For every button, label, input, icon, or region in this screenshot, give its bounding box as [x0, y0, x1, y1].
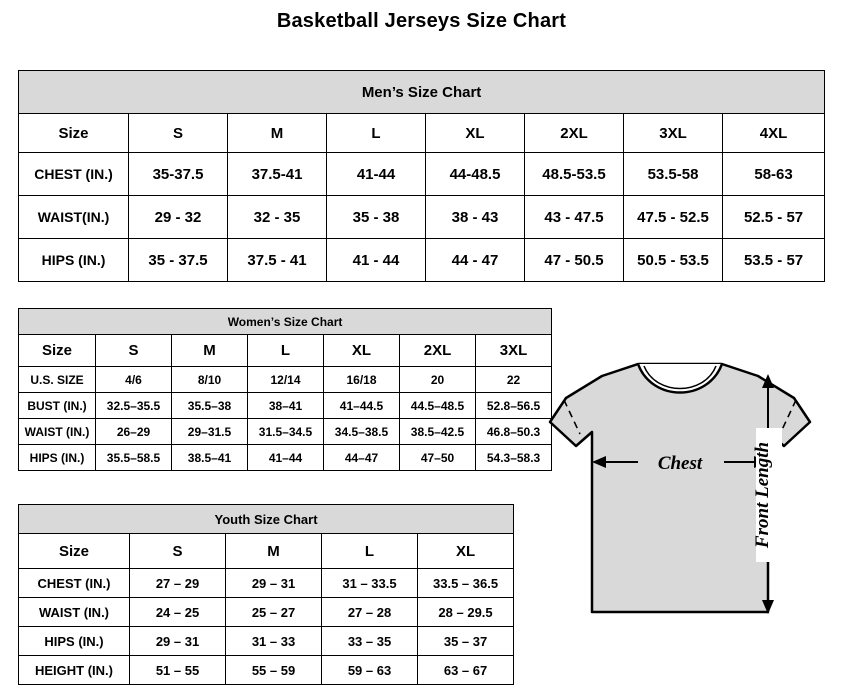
table-cell: 35 - 37.5: [129, 239, 228, 282]
table-cell: 4/6: [96, 367, 172, 393]
table-cell: 37.5-41: [228, 153, 327, 196]
chest-label: Chest: [657, 453, 703, 474]
table-row: [19, 153, 825, 196]
column-header: L: [322, 534, 418, 569]
table-cell: 52.8–56.5: [476, 393, 552, 419]
table-cell: 29–31.5: [172, 419, 248, 445]
column-header: 3XL: [476, 335, 552, 367]
womens-caption: Women’s Size Chart: [19, 309, 552, 335]
table-cell: 53.5-58: [624, 153, 723, 196]
column-header: 3XL: [624, 114, 723, 153]
jersey-measurement-diagram: [530, 350, 830, 680]
row-label: HIPS (IN.): [19, 239, 129, 282]
table-cell: 8/10: [172, 367, 248, 393]
column-header: L: [327, 114, 426, 153]
row-label: CHEST (IN.): [19, 569, 130, 598]
table-cell: 33.5 – 36.5: [418, 569, 514, 598]
table-cell: 41-44: [327, 153, 426, 196]
table-cell: 58-63: [723, 153, 825, 196]
table-header-row: [19, 114, 825, 153]
table-cell: 35-37.5: [129, 153, 228, 196]
table-row: [19, 393, 552, 419]
table-cell: 35 – 37: [418, 627, 514, 656]
table-cell: 38.5–42.5: [400, 419, 476, 445]
table-cell: 48.5-53.5: [525, 153, 624, 196]
row-label: WAIST (IN.): [19, 598, 130, 627]
row-label: BUST (IN.): [19, 393, 96, 419]
table-cell: 31.5–34.5: [248, 419, 324, 445]
row-label: U.S. SIZE: [19, 367, 96, 393]
column-header: M: [172, 335, 248, 367]
table-cell: 22: [476, 367, 552, 393]
table-cell: 59 – 63: [322, 656, 418, 685]
table-cell: 28 – 29.5: [418, 598, 514, 627]
table-cell: 52.5 - 57: [723, 196, 825, 239]
mens-size-table: [18, 70, 825, 282]
table-header-row: [19, 534, 514, 569]
row-label: WAIST(IN.): [19, 196, 129, 239]
mens-size-chart: [18, 70, 825, 282]
youth-size-table: [18, 504, 514, 685]
table-cell: 63 – 67: [418, 656, 514, 685]
column-header: Size: [19, 335, 96, 367]
table-cell: 35.5–58.5: [96, 445, 172, 471]
table-cell: 41 - 44: [327, 239, 426, 282]
column-header: M: [226, 534, 322, 569]
table-caption-row: [19, 309, 552, 335]
table-caption-row: [19, 505, 514, 534]
table-cell: 44.5–48.5: [400, 393, 476, 419]
table-cell: 50.5 - 53.5: [624, 239, 723, 282]
table-cell: 29 – 31: [226, 569, 322, 598]
row-label: WAIST (IN.): [19, 419, 96, 445]
table-row: [19, 656, 514, 685]
table-cell: 29 - 32: [129, 196, 228, 239]
youth-caption: Youth Size Chart: [19, 505, 514, 534]
table-cell: 27 – 28: [322, 598, 418, 627]
table-cell: 38–41: [248, 393, 324, 419]
table-row: [19, 445, 552, 471]
column-header: Size: [19, 114, 129, 153]
column-header: 4XL: [723, 114, 825, 153]
table-cell: 27 – 29: [130, 569, 226, 598]
row-label: HIPS (IN.): [19, 445, 96, 471]
table-row: [19, 239, 825, 282]
table-cell: 12/14: [248, 367, 324, 393]
table-cell: 32 - 35: [228, 196, 327, 239]
column-header: S: [129, 114, 228, 153]
table-cell: 26–29: [96, 419, 172, 445]
table-cell: 34.5–38.5: [324, 419, 400, 445]
table-cell: 32.5–35.5: [96, 393, 172, 419]
table-cell: 44–47: [324, 445, 400, 471]
table-row: [19, 196, 825, 239]
table-cell: 47.5 - 52.5: [624, 196, 723, 239]
mens-caption: Men’s Size Chart: [19, 71, 825, 114]
table-row: [19, 419, 552, 445]
table-row: [19, 367, 552, 393]
table-row: [19, 598, 514, 627]
table-cell: 35 - 38: [327, 196, 426, 239]
table-cell: 31 – 33: [226, 627, 322, 656]
page-title: Basketball Jerseys Size Chart: [276, 10, 567, 32]
table-cell: 43 - 47.5: [525, 196, 624, 239]
column-header: 2XL: [400, 335, 476, 367]
youth-size-chart: [18, 504, 514, 685]
column-header: XL: [418, 534, 514, 569]
womens-size-table: [18, 308, 552, 471]
column-header: S: [96, 335, 172, 367]
column-header: XL: [426, 114, 525, 153]
table-cell: 41–44: [248, 445, 324, 471]
table-cell: 38.5–41: [172, 445, 248, 471]
column-header: 2XL: [525, 114, 624, 153]
column-header: XL: [324, 335, 400, 367]
table-cell: 37.5 - 41: [228, 239, 327, 282]
table-row: [19, 627, 514, 656]
column-header: L: [248, 335, 324, 367]
table-cell: 20: [400, 367, 476, 393]
table-cell: 47–50: [400, 445, 476, 471]
table-cell: 47 - 50.5: [525, 239, 624, 282]
table-cell: 38 - 43: [426, 196, 525, 239]
table-cell: 54.3–58.3: [476, 445, 552, 471]
table-cell: 41–44.5: [324, 393, 400, 419]
table-cell: 24 – 25: [130, 598, 226, 627]
table-cell: 33 – 35: [322, 627, 418, 656]
table-cell: 55 – 59: [226, 656, 322, 685]
table-cell: 35.5–38: [172, 393, 248, 419]
table-caption-row: [19, 71, 825, 114]
womens-size-chart: [18, 308, 552, 471]
table-header-row: [19, 335, 552, 367]
table-cell: 31 – 33.5: [322, 569, 418, 598]
column-header: M: [228, 114, 327, 153]
table-cell: 16/18: [324, 367, 400, 393]
table-cell: 25 – 27: [226, 598, 322, 627]
table-cell: 44-48.5: [426, 153, 525, 196]
column-header: S: [130, 534, 226, 569]
row-label: CHEST (IN.): [19, 153, 129, 196]
table-cell: 44 - 47: [426, 239, 525, 282]
table-cell: 29 – 31: [130, 627, 226, 656]
row-label: HIPS (IN.): [19, 627, 130, 656]
table-row: [19, 569, 514, 598]
front-length-label: Front Length: [752, 441, 773, 549]
row-label: HEIGHT (IN.): [19, 656, 130, 685]
table-cell: 46.8–50.3: [476, 419, 552, 445]
column-header: Size: [19, 534, 130, 569]
table-cell: 51 – 55: [130, 656, 226, 685]
table-cell: 53.5 - 57: [723, 239, 825, 282]
